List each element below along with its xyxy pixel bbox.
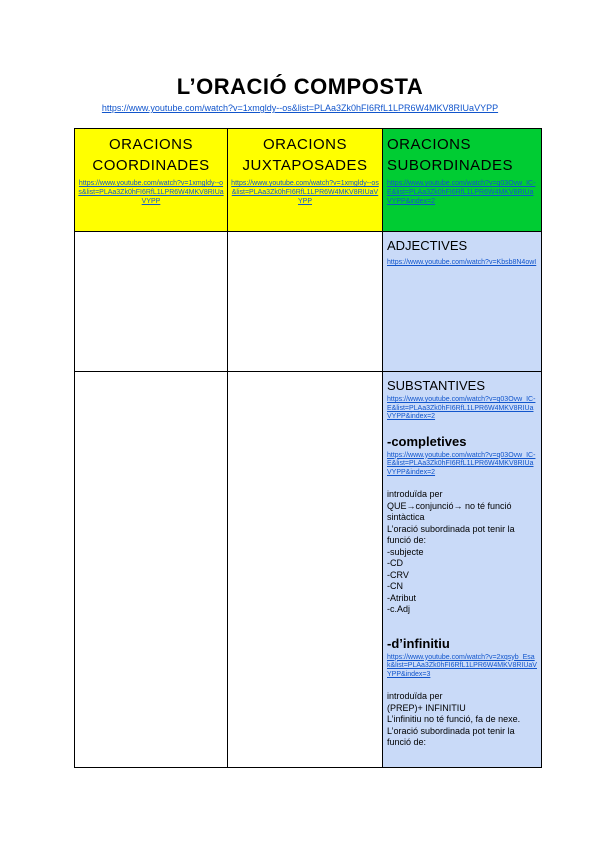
adjectives-title: ADJECTIVES: [387, 238, 468, 253]
infinitiu-title: -d’infinitiu: [387, 635, 450, 651]
completives-line-8: -Atribut: [387, 592, 417, 603]
substantives-row: [75, 372, 542, 768]
header-coordinades: [75, 129, 228, 232]
completives-line-3: L’oració subordinada pot tenir la funció de:: [387, 523, 515, 545]
page-title: L’ORACIÓ COMPOSTA: [176, 74, 424, 99]
completives-link[interactable]: https://www.youtube.com/watch?v=q03Ovw_IC-E&list=PLAa3Zk0hFI6RfL1LPR6W4MKV8RIUaVYPP&index=2: [387, 451, 536, 476]
sentence-types-table: [74, 128, 542, 768]
coordinades-link[interactable]: https://www.youtube.com/watch?v=1xmgldy--os&list=PLAa3Zk0hFI6RfL1LPR6W4MKV8RIUaVYPP: [78, 180, 224, 205]
adjectives-cell: [383, 232, 542, 372]
header-subordinades-title: [383, 129, 541, 176]
completives-line-5: -CD: [387, 558, 403, 568]
completives-line-1: introduïda per: [387, 489, 443, 499]
completives-line-6: -CRV: [387, 569, 409, 580]
header-subordinades-line1: ORACIONS: [387, 136, 472, 153]
substantives-cell: [383, 372, 542, 768]
coordinades-cell-2: [75, 372, 228, 768]
juxtaposades-cell-1: [228, 232, 383, 372]
completives-line-4: -subjecte: [387, 546, 424, 557]
header-juxtaposades-title: [228, 129, 382, 176]
completives-line-2: QUE→conjunció→ no té funció sintàctica: [387, 500, 512, 522]
infinitiu-link[interactable]: https://www.youtube.com/watch?v=2xqsyb_Esak&list=PLAa3Zk0hFI6RfL1LPR6W4MKV8RIUaVYPP&index=3: [387, 653, 537, 678]
juxtaposades-link[interactable]: https://www.youtube.com/watch?v=1xmgldy--os&list=PLAa3Zk0hFI6RfL1LPR6W4MKV8RIUaVYPP: [231, 180, 379, 205]
title-link[interactable]: https://www.youtube.com/watch?v=1xmgldy--os&list=PLAa3Zk0hFI6RfL1LPR6W4MKV8RIUaVYPP: [101, 103, 499, 113]
header-subordinades: [383, 129, 542, 232]
infinitiu-line-3: L’infinitiu no té funció, fa de nexe.: [387, 714, 521, 724]
header-subordinades-line2: SUBORDINADES: [387, 157, 514, 174]
completives-title: -completives: [387, 433, 467, 449]
header-juxtaposades: [228, 129, 383, 232]
coordinades-cell-1: [75, 232, 228, 372]
header-row: [75, 129, 542, 232]
header-juxtaposades-line2: JUXTAPOSADES: [242, 157, 368, 174]
substantives-link[interactable]: https://www.youtube.com/watch?v=q03Ovw_IC-E&list=PLAa3Zk0hFI6RfL1LPR6W4MKV8RIUaVYPP&index=2: [387, 396, 536, 420]
header-coordinades-line2: COORDINADES: [92, 157, 210, 174]
juxtaposades-cell-2: [228, 372, 383, 768]
subordinades-link[interactable]: https://www.youtube.com/watch?v=q03Ovw_IC-E&list=PLAa3Zk0hFI6RfL1LPR6W4MKV8RIUaVYPP&index=2: [387, 180, 536, 205]
header-juxtaposades-line1: ORACIONS: [262, 136, 347, 153]
adjectives-link[interactable]: https://www.youtube.com/watch?v=Kbsb8N4owI: [387, 259, 537, 266]
completives-line-9: -c.Adj: [387, 604, 411, 614]
adjectives-row: [75, 232, 542, 372]
completives-line-7: -CN: [387, 581, 403, 591]
header-coordinades-title: [75, 129, 227, 176]
header-coordinades-line1: ORACIONS: [108, 136, 193, 153]
infinitiu-line-4: L’oració subordinada pot tenir la funció de:: [387, 725, 515, 747]
substantives-title: SUBSTANTIVES: [387, 378, 486, 393]
infinitiu-line-2: (PREP)+ INFINITIU: [387, 702, 466, 713]
infinitiu-line-1: introduïda per: [387, 691, 443, 701]
